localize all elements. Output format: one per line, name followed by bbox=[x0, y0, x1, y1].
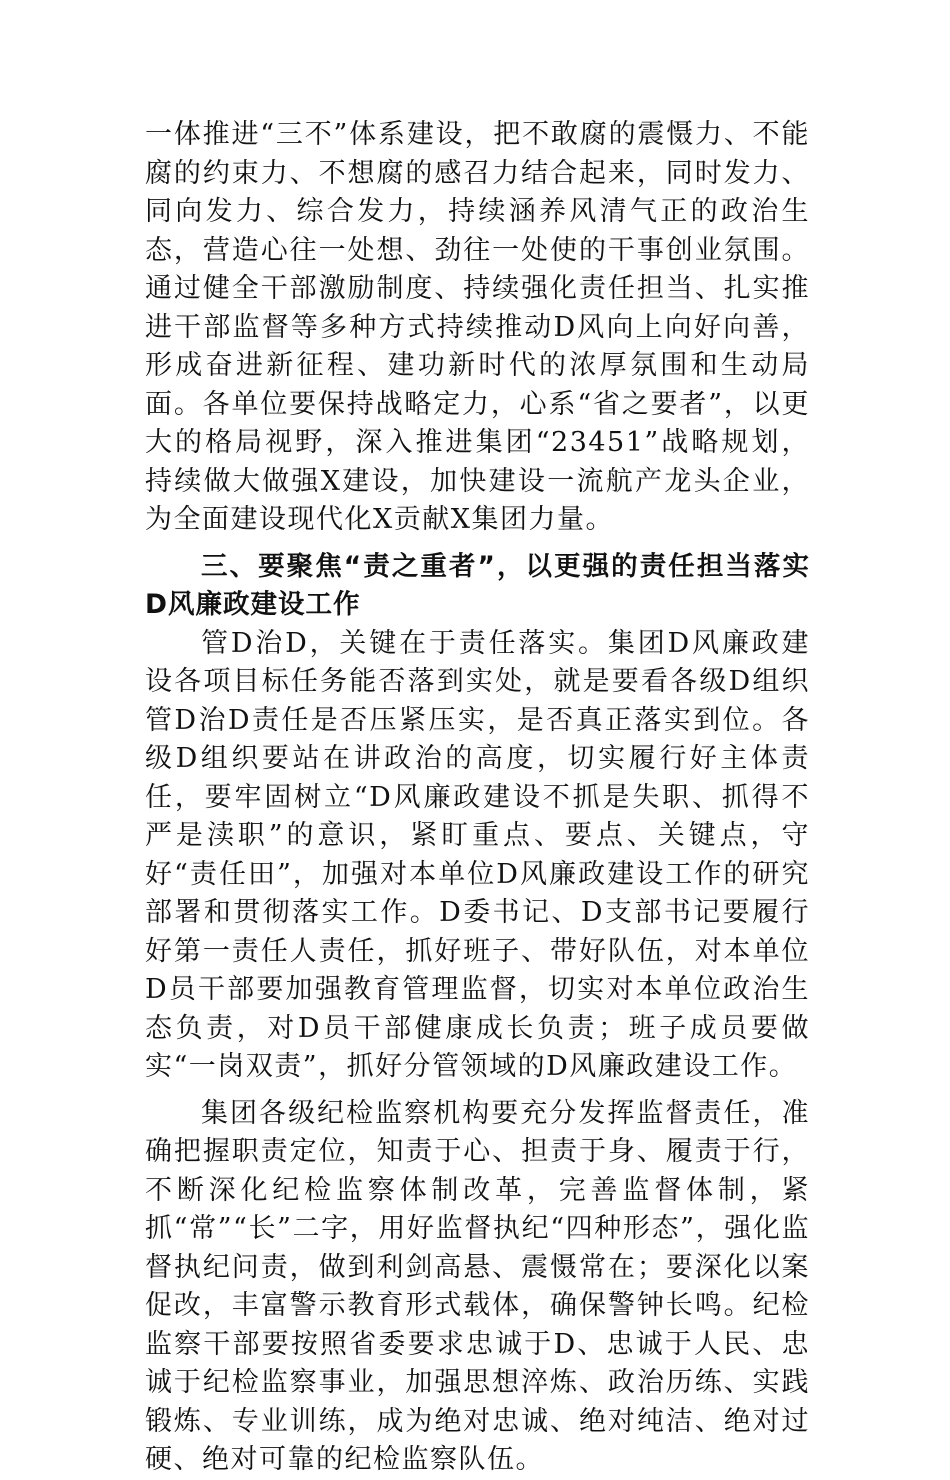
paragraph-spacer bbox=[145, 540, 810, 548]
document-body bbox=[145, 116, 810, 1480]
paragraph-discipline-inspection: 集团各级纪检监察机构要充分发挥监督责任，准确把握职责定位，知责于心、担责于身、履责于行，不断深化纪检监察体制改革，完善监督体制，紧抓“常”“长”二字，用好监督执纪“四种形态”，强化监督执纪问责，做到利剑高悬、震慑常在；要深化以案促改，丰富警示教育形式载体，确保警钟长鸣。纪检监察干部要按照省委要求忠诚于D、忠诚于人民、忠诚于纪检监察事业，加强思想淬炼、政治历练、实践锻炼、专业训练，成为绝对忠诚、绝对纯洁、绝对过硬、绝对可靠的纪检监察队伍。 bbox=[145, 1097, 810, 1475]
paragraph-responsibility: 管D治D，关键在于责任落实。集团D风廉政建设各项目标任务能否落到实处，就是要看各级D组织管D治D责任是否压紧压实，是否真正落实到位。各级D组织要站在讲政治的高度，切实履行好主体责任，要牢固树立“D风廉政建设不抓是失职、抓得不严是渎职”的意识，紧盯重点、要点、关键点，守好“责任田”，加强对本单位D风廉政建设工作的研究部署和贯彻落实工作。D委书记、D支部书记要履行好第一责任人责任，抓好班子、带好队伍，对本单位D员干部要加强教育管理监督，切实对本单位政治生态负责，对D员干部健康成长负责；班子成员要做实“一岗双责”，抓好分管领域的D风廉政建设工作。 bbox=[145, 627, 810, 1082]
paragraph-spacer bbox=[145, 1087, 810, 1095]
section-heading-three: 三、要聚焦“责之重者”，以更强的责任担当落实D风廉政建设工作 bbox=[145, 550, 810, 620]
paragraph-intro: 一体推进“三不”体系建设，把不敢腐的震慑力、不能腐的约束力、不想腐的感召力结合起来，同时发力、同向发力、综合发力，持续涵养风清气正的政治生态，营造心往一处想、劲往一处使的干事创业氛围。通过健全干部激励制度、持续强化责任担当、扎实推进干部监督等多种方式持续推动D风向上向好向善，形成奋进新征程、建功新时代的浓厚氛围和生动局面。各单位要保持战略定力，心系“省之要者”，以更大的格局视野，深入推进集团“23451”战略规划，持续做大做强X建设，加快建设一流航产龙头企业，为全面建设现代化X贡献X集团力量。 bbox=[145, 119, 810, 535]
